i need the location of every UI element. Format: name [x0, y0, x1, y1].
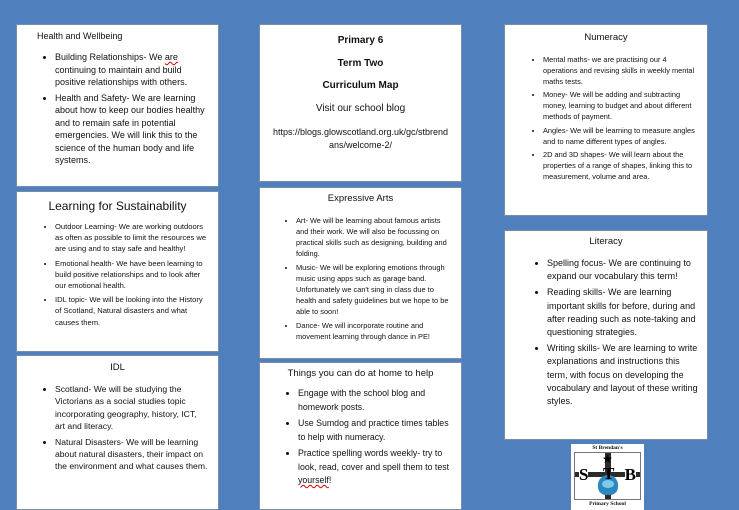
blog-url[interactable]: https://blogs.glowscotland.org.uk/gc/stbrendans/welcome-2/	[272, 127, 449, 150]
health-item: • Building Relationships- We are continuing to maintain and build positive relationships with others.	[55, 51, 210, 89]
sustainability-item: • Outdoor Learning- We are working outdoors as often as possible to limit the resources we are using and to stay safe and healthy!	[55, 221, 210, 255]
health-item: • Health and Safety- We are learning about how to keep our bodies healthy and to remain safe in potential emergencies. We will link this to the science of the human body and life systems.	[55, 92, 210, 167]
idl-item: • Natural Disasters- We will be learning about natural disasters, their impact on the environment and what causes them.	[55, 436, 208, 473]
logo-letter-t: T	[603, 464, 615, 483]
home-item: • Use Sumdog and practice times tables to help with numeracy.	[298, 417, 455, 444]
logo-emblem	[574, 452, 641, 500]
blog-prompt: Visit our school blog	[315, 103, 406, 114]
sustainability-panel	[16, 191, 219, 352]
sustainability-title: Learning for Sustainability	[48, 199, 187, 213]
literacy-item: • Reading skills- We are learning important skills for before, during and after reading such as note-taking and questioning strategies.	[547, 286, 699, 339]
literacy-item: • Writing skills- We are learning to write explanations and instructions this term, with focus on developing the vocabulary and layout of these writing styles.	[547, 342, 699, 408]
numeracy-panel	[504, 24, 708, 216]
arts-item: • Art- We will be learning about famous artists and their work. We will also be focussing on practical skills such as designing, building and folding.	[296, 215, 453, 259]
idl-panel	[16, 355, 219, 510]
logo-letter-b: B	[624, 465, 636, 484]
logo-top-text: St Brendan's	[592, 445, 623, 451]
header-panel	[259, 24, 462, 182]
map-title: Curriculum Map	[322, 80, 399, 91]
expressive-arts-panel	[259, 187, 462, 359]
numeracy-item: • Angles- We will be learning to measure angles and to name different types of angles.	[543, 126, 699, 148]
literacy-title: Literacy	[589, 236, 623, 247]
school-logo	[571, 444, 644, 510]
numeracy-item: • 2D and 3D shapes- We will learn about the properties of a range of shapes, linking this to measurement, volume and area.	[543, 150, 699, 182]
literacy-item: • Spelling focus- We are continuing to expand our vocabulary this term!	[547, 257, 699, 283]
numeracy-title: Numeracy	[584, 32, 628, 43]
logo-bottom-text: Primary School	[589, 501, 626, 507]
health-title: Health and Wellbeing	[37, 31, 123, 41]
logo-star-icon: ★	[602, 452, 613, 466]
logo-letter-s: S	[579, 465, 589, 484]
arts-item: • Dance- We will incorporate routine and movement learning through dance in PE!	[296, 320, 453, 342]
numeracy-item: • Money- We will be adding and subtracting money, learning to budget and about different methods of payment.	[543, 90, 699, 122]
sustainability-item: • IDL topic- We will be looking into the History of Scotland, Natural disasters and what causes them.	[55, 294, 210, 328]
numeracy-item: • Mental maths- we are practising our 4 operations and revising skills in weekly mental maths tests.	[543, 55, 699, 87]
idl-item: • Scotland- We will be studying the Victorians as a social studies topic incorporating geography, history, ICT, art and literacy.	[55, 383, 208, 433]
home-item: • Engage with the school blog and homework posts.	[298, 387, 455, 414]
home-title: Things you can do at home to help	[287, 368, 434, 379]
sustainability-item: • Emotional health- We have been learning to build positive relationships and to look after our emotional health.	[55, 258, 210, 292]
home-item: • Practice spelling words weekly- try to look, read, cover and spell them to test yourself!	[298, 447, 455, 488]
term-title: Term Two	[337, 58, 384, 69]
idl-title: IDL	[110, 362, 125, 373]
literacy-panel	[504, 230, 708, 440]
health-wellbeing-panel	[16, 24, 219, 187]
arts-title: Expressive Arts	[327, 193, 394, 204]
home-help-panel	[259, 362, 462, 510]
class-title: Primary 6	[337, 35, 384, 46]
arts-item: • Music- We will be exploring emotions through music using apps such as garage band. Unfortunately we can't sing in class due to health and safety guidelines but we hope to be able to soon!	[296, 262, 453, 317]
